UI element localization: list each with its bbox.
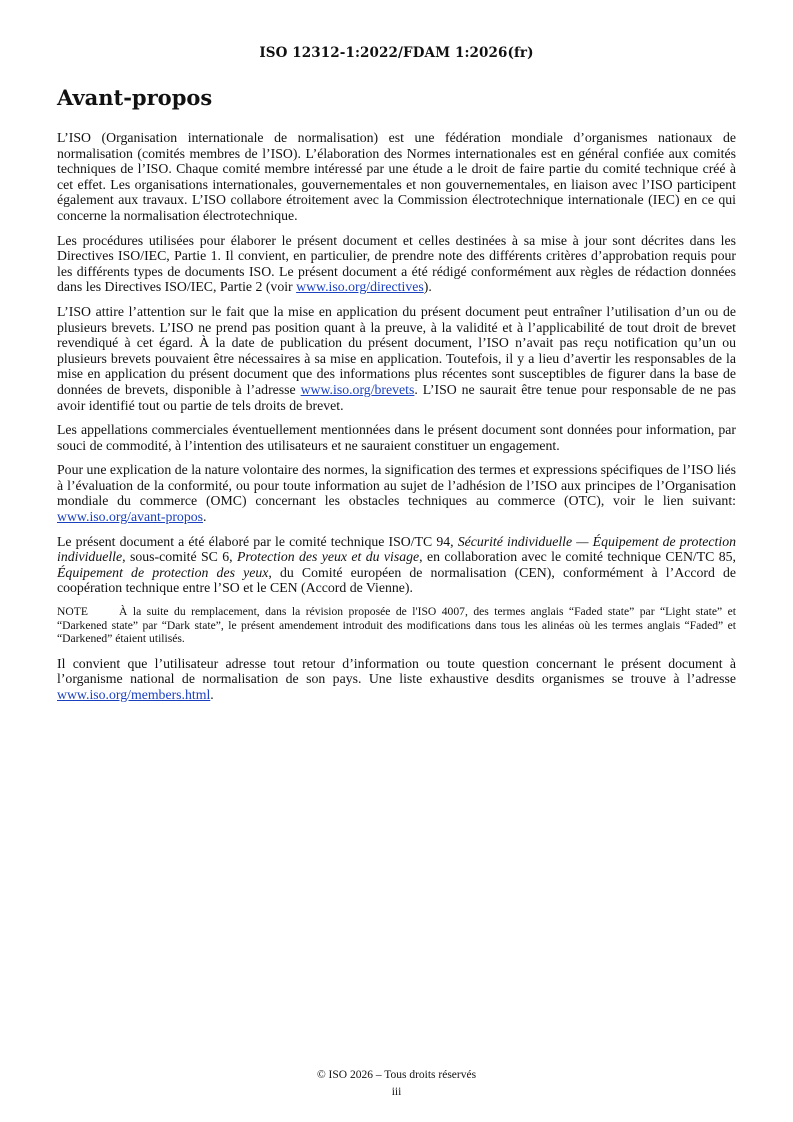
paragraph-feedback: [57, 656, 736, 703]
paragraph-committee: [57, 534, 736, 596]
document-body: [57, 130, 736, 711]
paragraph-trade-names: Les appellations commerciales éventuellement mentionnées dans le présent document sont données pour information, par souci de commodité, à l’intention des utilisateurs et ne sauraient constituer un engagement.: [57, 422, 736, 453]
note-text: À la suite du remplacement, dans la révision proposée de l'ISO 4007, des termes anglais “Faded state” par “Light state” et “Darkened state” par “Dark state”, le présent amendement introduit des modifications dans tous les alinéas où les termes anglais “Faded” et “Darkened” étaient utilisés.: [57, 605, 736, 646]
foreword-link[interactable]: www.iso.org/avant-propos: [57, 509, 203, 525]
paragraph-text: .: [203, 509, 207, 525]
directives-link[interactable]: www.iso.org/directives: [296, 279, 424, 295]
paragraph-iso-intro: L’ISO (Organisation internationale de normalisation) est une fédération mondiale d’organismes nationaux de normalisation (comités membres de l’ISO). L’élaboration des Normes internationales est en général confiée aux comités techniques de l’ISO. Chaque comité membre intéressé par une étude a le droit de faire partie du comité technique créé à cet effet. Les organisations internationales, gouvernementales et non gouvernementales, en liaison avec l’ISO participent également aux travaux. L’ISO collabore étroitement avec la Commission électrotechnique internationale (IEC) en ce qui concerne la normalisation électrotechnique.: [57, 130, 736, 223]
members-link[interactable]: www.iso.org/members.html: [57, 686, 211, 702]
paragraph-text: Pour une explication de la nature volontaire des normes, la signification des termes et expressions spécifiques de l’ISO liés à l’évaluation de la conformité, ou pour toute information au sujet de l’adhésion de l’ISO aux principes de l’Organisation mondiale du commerce (OMC) concernant les obstacles techniques au commerce (OTC), voir le lien suivant:: [57, 462, 736, 509]
paragraph-text: L’ISO attire l’attention sur le fait que la mise en application du présent document peut entraîner l’utilisation d’un ou de plusieurs brevets. L’ISO ne prend pas position quant à la preuve, à la validité et à l’applicabilité de tout droit de brevet revendiqué à cet égard. À la date de publication du présent document, l’ISO n’avait pas reçu notification qu’un ou plusieurs brevets pouvaient être nécessaires à sa mise en application. Toutefois, il y a lieu d’avertir les responsables de la mise en application du présent document que des informations plus récentes sont susceptibles de figurer dans la base de données de brevets, disponible à l’adresse: [57, 303, 736, 397]
note-label: NOTE: [57, 605, 88, 619]
patents-link[interactable]: www.iso.org/brevets: [300, 381, 415, 397]
document-reference: ISO 12312-1:2022/FDAM 1:2026(fr): [259, 45, 534, 61]
paragraph-text: , du Comité européen de normalisation (CEN), conformément à l’Accord de coopération technique entre l’SO et le CEN (Accord de Vienne).: [57, 564, 737, 596]
note: [57, 605, 736, 646]
paragraph-procedures: [57, 233, 736, 295]
paragraph-voluntary-nature: [57, 462, 736, 524]
cen-committee-title: Équipement de protection des yeux: [57, 564, 269, 580]
page-title: Avant-propos: [57, 85, 213, 110]
page-number: iii: [391, 1086, 402, 1098]
paragraph-text: ).: [423, 279, 432, 295]
subcommittee-title: Protection des yeux et du visage: [236, 549, 420, 565]
paragraph-text: Le présent document a été élaboré par le comité technique ISO/TC 94,: [57, 533, 458, 549]
copyright-notice: © ISO 2026 – Tous droits réservés: [316, 1069, 477, 1081]
paragraph-text: Il convient que l’utilisateur adresse tout retour d’information ou toute question concernant le présent document à l’organisme national de normalisation de son pays. Une liste exhaustive desdits organismes se trouve à l’adresse: [57, 655, 736, 687]
paragraph-text: .: [210, 686, 214, 702]
committee-title: Sécurité individuelle — Équipement de protection individuelle: [57, 533, 736, 565]
page-footer: [0, 1067, 793, 1101]
paragraph-patents: [57, 304, 736, 413]
paragraph-text: , sous-comité SC 6,: [122, 549, 237, 565]
paragraph-text: Les procédures utilisées pour élaborer le présent document et celles destinées à sa mise à jour sont décrites dans les Directives ISO/IEC, Partie 1. Il convient, en particulier, de prendre note des différents critères d’approbation requis pour les différents types de documents ISO. Le présent document a été rédigé conformément aux règles de rédaction données dans les Directives ISO/IEC, Partie 2 (voir: [57, 232, 736, 295]
paragraph-text: , en collaboration avec le comité technique CEN/TC 85,: [419, 549, 736, 565]
paragraph-text: . L’ISO ne saurait être tenue pour responsable de ne pas avoir identifié tout ou partie de tels droits de brevet.: [57, 381, 737, 413]
